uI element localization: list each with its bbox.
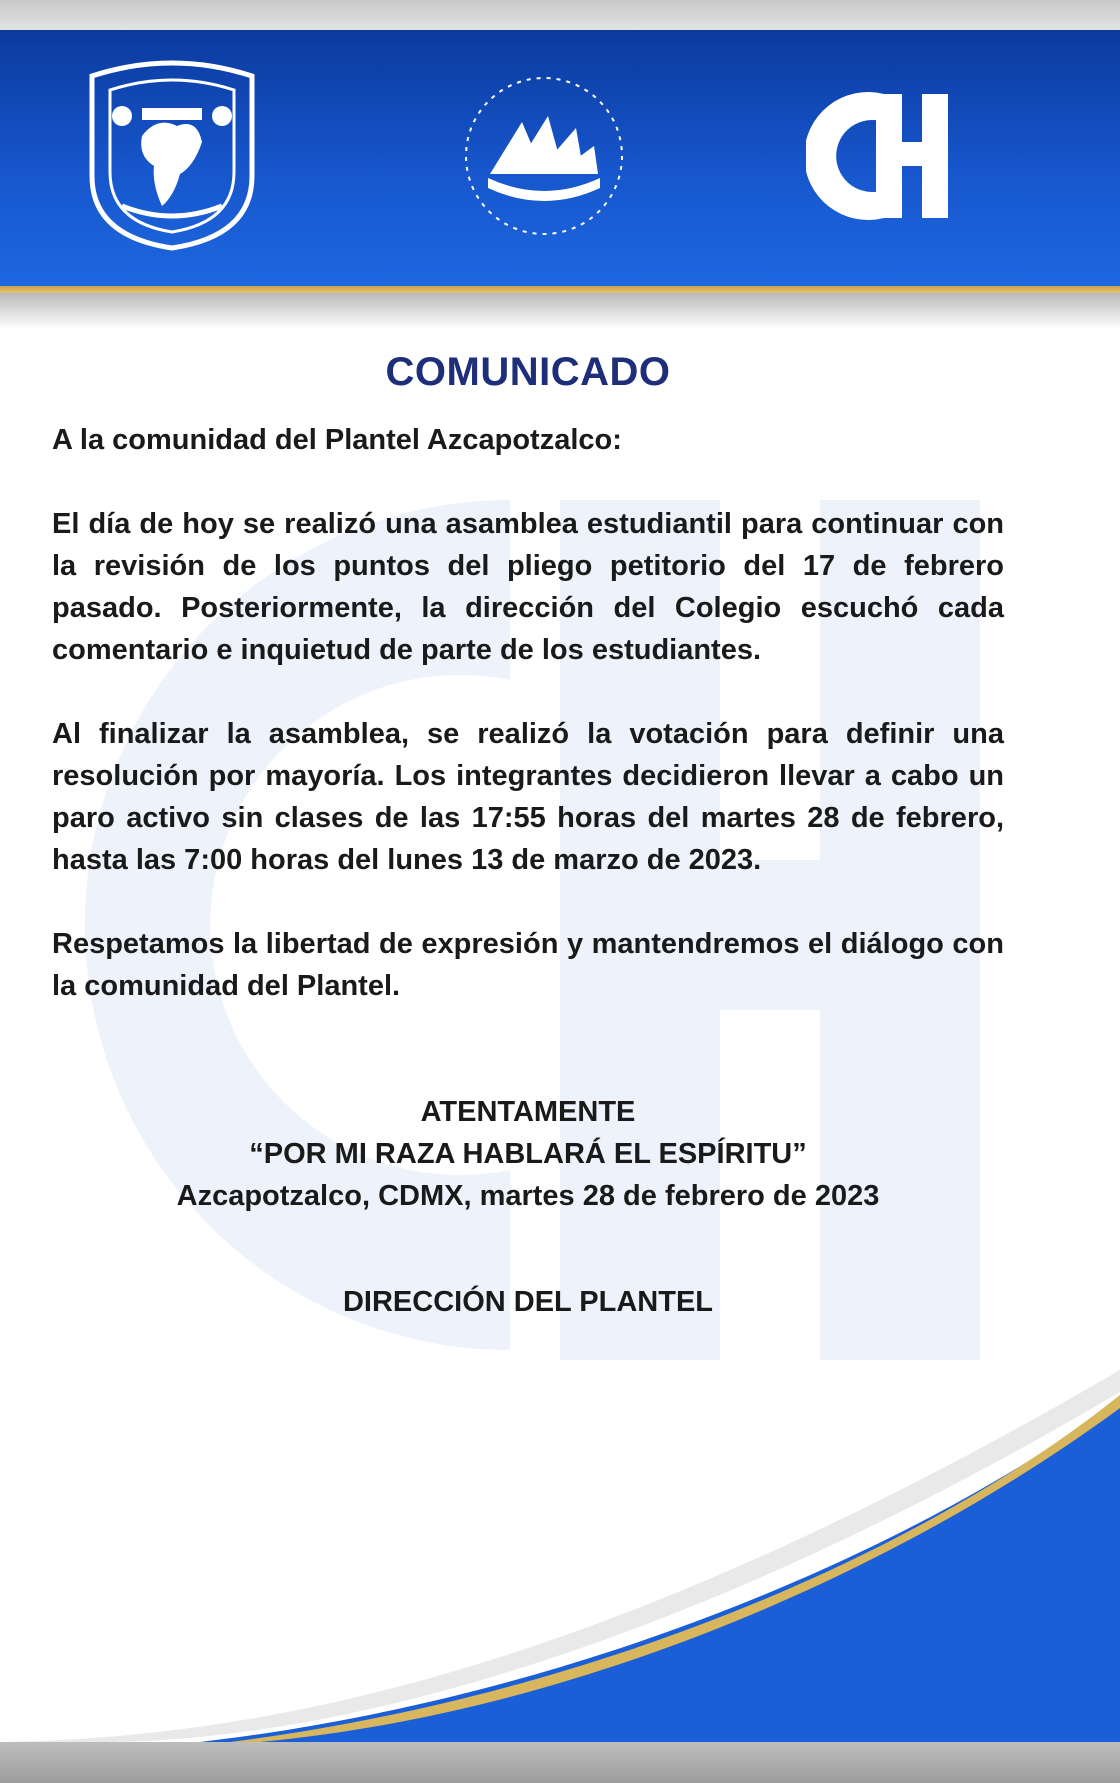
paragraph-1: El día de hoy se realizó una asamblea estudiantil para continuar con la revisión de los puntos del pliego petitorio del 17 de febrero pasado. Posteriormente, la dirección del Colegio escuchó cada comentario e inquietud de parte de los estudiantes. [52,508,1004,666]
paragraph-3: Respetamos la libertad de expresión y mantendremos el diálogo con la comunidad del Plantel. [52,928,1004,1002]
paragraph-2: Al finalizar la asamblea, se realizó la votación para definir una resolución por mayoría. Los integrantes decidieron llevar a cabo un paro activo sin clases de las 17:55 horas del martes 28 de febrero, hasta las 7:00 horas del lunes 13 de marzo de 2023. [52,718,1004,876]
closing-regards: ATENTAMENTE [420,1096,636,1128]
closing-place-date: Azcapotzalco, CDMX, martes 28 de febrero de 2023 [176,1180,880,1212]
cch-colegio-logo-icon [452,64,636,248]
bottom-strip [0,1742,1120,1783]
ch-monogram-icon [806,86,962,226]
closing-motto: “POR MI RAZA HABLARÁ EL ESPÍRITU” [249,1138,807,1170]
unam-seal-icon [82,56,262,252]
document-content [52,350,1004,1323]
greeting: A la comunidad del Plantel Azcapotzalco: [52,424,622,456]
signature: DIRECCIÓN DEL PLANTEL [342,1286,714,1318]
document-title: COMUNICADO [385,350,671,394]
